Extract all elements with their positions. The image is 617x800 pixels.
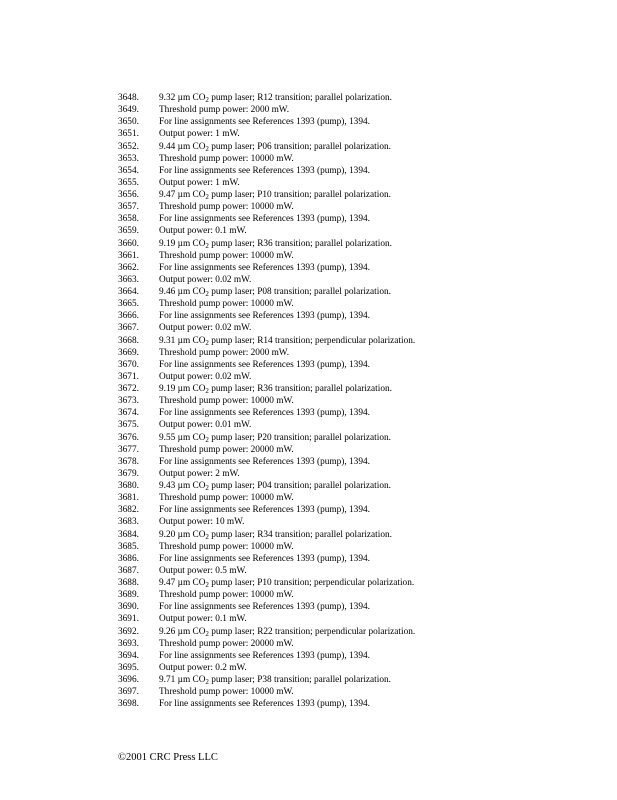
note-text: For line assignments see References 1393 (pump), 1394. <box>159 165 370 176</box>
note-number: 3678. <box>118 456 139 467</box>
note-text: Threshold pump power: 2000 mW. <box>159 347 290 358</box>
note-number: 3672. <box>118 384 139 394</box>
note-text: For line assignments see References 1393 (pump), 1394. <box>159 408 370 419</box>
note-text: For line assignments see References 1393 (pump), 1394. <box>159 553 370 564</box>
note-number: 3688. <box>118 578 139 588</box>
note-number: 3696. <box>118 675 139 685</box>
note-text: For line assignments see References 1393 (pump), 1394. <box>159 650 370 661</box>
note-row <box>118 504 578 516</box>
note-number: 3685. <box>118 541 139 552</box>
note-row <box>118 250 578 262</box>
note-text: 9.47 µm $CO_2$ pump laser; P10 transition; parallel polarization. <box>159 190 391 201</box>
note-number: 3683. <box>118 517 139 528</box>
note-text: For line assignments see References 1393 (pump), 1394. <box>159 456 370 467</box>
note-number: 3661. <box>118 250 139 261</box>
note-row <box>118 638 578 650</box>
note-number: 3656. <box>118 190 139 200</box>
note-number: 3695. <box>118 662 139 673</box>
note-number: 3697. <box>118 687 139 698</box>
note-number: 3657. <box>118 202 139 213</box>
note-row <box>118 492 578 504</box>
note-text: Output power: 2 mW. <box>159 468 240 479</box>
note-text: For line assignments see References 1393 (pump), 1394. <box>159 117 370 128</box>
note-row <box>118 335 578 347</box>
note-text: 9.71 µm $CO_2$ pump laser; P38 transition; parallel polarization. <box>159 675 391 686</box>
note-row <box>118 698 578 710</box>
note-row <box>118 116 578 128</box>
note-number: 3668. <box>118 335 139 346</box>
note-row <box>118 480 578 492</box>
note-row <box>118 238 578 250</box>
note-text: For line assignments see References 1393 (pump), 1394. <box>159 214 370 225</box>
note-number: 3692. <box>118 626 139 637</box>
note-text: Threshold pump power: 20000 mW. <box>159 444 294 455</box>
note-number: 3660. <box>118 238 139 249</box>
note-row <box>118 650 578 662</box>
note-row <box>118 286 578 298</box>
note-text: 9.19 µm $CO_2$ pump laser; R36 transition; parallel polarization. <box>159 384 392 395</box>
note-row <box>118 347 578 359</box>
note-number: 3665. <box>118 299 139 310</box>
note-number: 3682. <box>118 505 139 516</box>
note-row <box>118 225 578 237</box>
note-row <box>118 626 578 638</box>
note-text: Output power: 1 mW. <box>159 177 240 188</box>
note-row <box>118 541 578 553</box>
note-text: Threshold pump power: 10000 mW. <box>159 541 294 552</box>
note-row <box>118 686 578 698</box>
note-number: 3679. <box>118 468 139 479</box>
note-number: 3671. <box>118 371 139 382</box>
note-row <box>118 262 578 274</box>
note-text: For line assignments see References 1393 (pump), 1394. <box>159 311 370 322</box>
note-number: 3680. <box>118 481 139 491</box>
note-text: 9.43 µm $CO_2$ pump laser; P04 transition; parallel polarization. <box>159 481 391 492</box>
note-text: Output power: 0.02 mW. <box>159 371 252 382</box>
note-text: 9.31 µm $CO_2$ pump laser; R14 transition; perpendicular polarization. <box>159 335 416 347</box>
note-text: 9.55 µm $CO_2$ pump laser; P20 transition; parallel polarization. <box>159 432 391 444</box>
note-number: 3693. <box>118 638 139 649</box>
note-text: Output power: 0.02 mW. <box>159 274 252 285</box>
note-row <box>118 128 578 140</box>
note-text: For line assignments see References 1393 (pump), 1394. <box>159 359 370 370</box>
note-row <box>118 565 578 577</box>
note-row <box>118 419 578 431</box>
note-text: Threshold pump power: 10000 mW. <box>159 590 294 601</box>
note-number: 3658. <box>118 214 139 225</box>
note-row <box>118 529 578 541</box>
note-row <box>118 298 578 310</box>
note-row <box>118 371 578 383</box>
note-row <box>118 310 578 322</box>
note-text: 9.47 µm $CO_2$ pump laser; P10 transition; perpendicular polarization. <box>159 578 415 589</box>
note-number: 3662. <box>118 262 139 273</box>
note-text: Threshold pump power: 10000 mW. <box>159 493 294 504</box>
note-number: 3691. <box>118 614 139 625</box>
note-row <box>118 432 578 444</box>
note-text: For line assignments see References 1393 (pump), 1394. <box>159 262 370 273</box>
note-row <box>118 553 578 565</box>
note-text: 9.20 µm $CO_2$ pump laser; R34 transition; parallel polarization. <box>159 529 392 541</box>
note-number: 3664. <box>118 287 139 297</box>
note-text: For line assignments see References 1393 (pump), 1394. <box>159 699 370 710</box>
note-number: 3684. <box>118 529 139 540</box>
note-number: 3653. <box>118 153 139 164</box>
note-number: 3669. <box>118 347 139 358</box>
note-row <box>118 589 578 601</box>
note-text: 9.46 µm $CO_2$ pump laser; P08 transition; parallel polarization. <box>159 287 391 298</box>
note-text: 9.32 µm $CO_2$ pump laser; R12 transition; parallel polarization. <box>159 93 392 104</box>
note-row <box>118 601 578 613</box>
note-row <box>118 177 578 189</box>
note-row <box>118 322 578 334</box>
note-number: 3673. <box>118 396 139 407</box>
note-text: 9.19 µm $CO_2$ pump laser; R36 transition; parallel polarization. <box>159 238 392 250</box>
note-number: 3649. <box>118 105 139 116</box>
note-number: 3675. <box>118 420 139 431</box>
note-text: Output power: 0.02 mW. <box>159 323 252 334</box>
note-row <box>118 359 578 371</box>
copyright-footer: ©2001 CRC Press LLC <box>118 752 218 763</box>
note-row <box>118 613 578 625</box>
note-text: Output power: 1 mW. <box>159 129 240 140</box>
note-number: 3694. <box>118 650 139 661</box>
note-text: Threshold pump power: 20000 mW. <box>159 638 294 649</box>
note-text: Threshold pump power: 10000 mW. <box>159 153 294 164</box>
note-row <box>118 104 578 116</box>
note-text: For line assignments see References 1393 (pump), 1394. <box>159 602 370 613</box>
note-row <box>118 141 578 153</box>
note-row <box>118 674 578 686</box>
note-row <box>118 456 578 468</box>
note-number: 3651. <box>118 129 139 140</box>
notes-list <box>118 92 578 710</box>
note-row <box>118 165 578 177</box>
note-row <box>118 395 578 407</box>
note-number: 3666. <box>118 311 139 322</box>
note-row <box>118 662 578 674</box>
note-number: 3687. <box>118 565 139 576</box>
note-text: Threshold pump power: 10000 mW. <box>159 250 294 261</box>
note-row <box>118 383 578 395</box>
note-row <box>118 468 578 480</box>
note-number: 3652. <box>118 141 139 152</box>
note-number: 3667. <box>118 323 139 334</box>
note-row <box>118 516 578 528</box>
note-row <box>118 577 578 589</box>
note-row <box>118 153 578 165</box>
note-number: 3654. <box>118 165 139 176</box>
note-number: 3690. <box>118 602 139 613</box>
note-number: 3659. <box>118 226 139 237</box>
note-number: 3663. <box>118 274 139 285</box>
note-number: 3650. <box>118 117 139 128</box>
note-number: 3681. <box>118 493 139 504</box>
note-row <box>118 407 578 419</box>
note-text: Threshold pump power: 2000 mW. <box>159 105 290 116</box>
note-row <box>118 189 578 201</box>
note-row <box>118 201 578 213</box>
note-number: 3698. <box>118 699 139 710</box>
note-text: Threshold pump power: 10000 mW. <box>159 396 294 407</box>
note-text: Output power: 0.1 mW. <box>159 614 247 625</box>
note-text: Output power: 0.2 mW. <box>159 662 247 673</box>
note-row <box>118 213 578 225</box>
note-number: 3655. <box>118 177 139 188</box>
note-text: 9.26 µm $CO_2$ pump laser; R22 transition; perpendicular polarization. <box>159 626 416 638</box>
note-text: Output power: 0.5 mW. <box>159 565 247 576</box>
note-number: 3677. <box>118 444 139 455</box>
note-row <box>118 274 578 286</box>
note-number: 3670. <box>118 359 139 370</box>
note-row <box>118 92 578 104</box>
note-text: Output power: 0.01 mW. <box>159 420 252 431</box>
note-text: Output power: 10 mW. <box>159 517 245 528</box>
note-number: 3676. <box>118 432 139 443</box>
note-text: Threshold pump power: 10000 mW. <box>159 299 294 310</box>
note-number: 3686. <box>118 553 139 564</box>
note-text: Output power: 0.1 mW. <box>159 226 247 237</box>
note-number: 3674. <box>118 408 139 419</box>
note-text: 9.44 µm $CO_2$ pump laser; P06 transition; parallel polarization. <box>159 141 391 153</box>
note-text: Threshold pump power: 10000 mW. <box>159 687 294 698</box>
note-text: Threshold pump power: 10000 mW. <box>159 202 294 213</box>
note-text: For line assignments see References 1393 (pump), 1394. <box>159 505 370 516</box>
note-number: 3689. <box>118 590 139 601</box>
note-number: 3648. <box>118 93 139 103</box>
note-row <box>118 444 578 456</box>
